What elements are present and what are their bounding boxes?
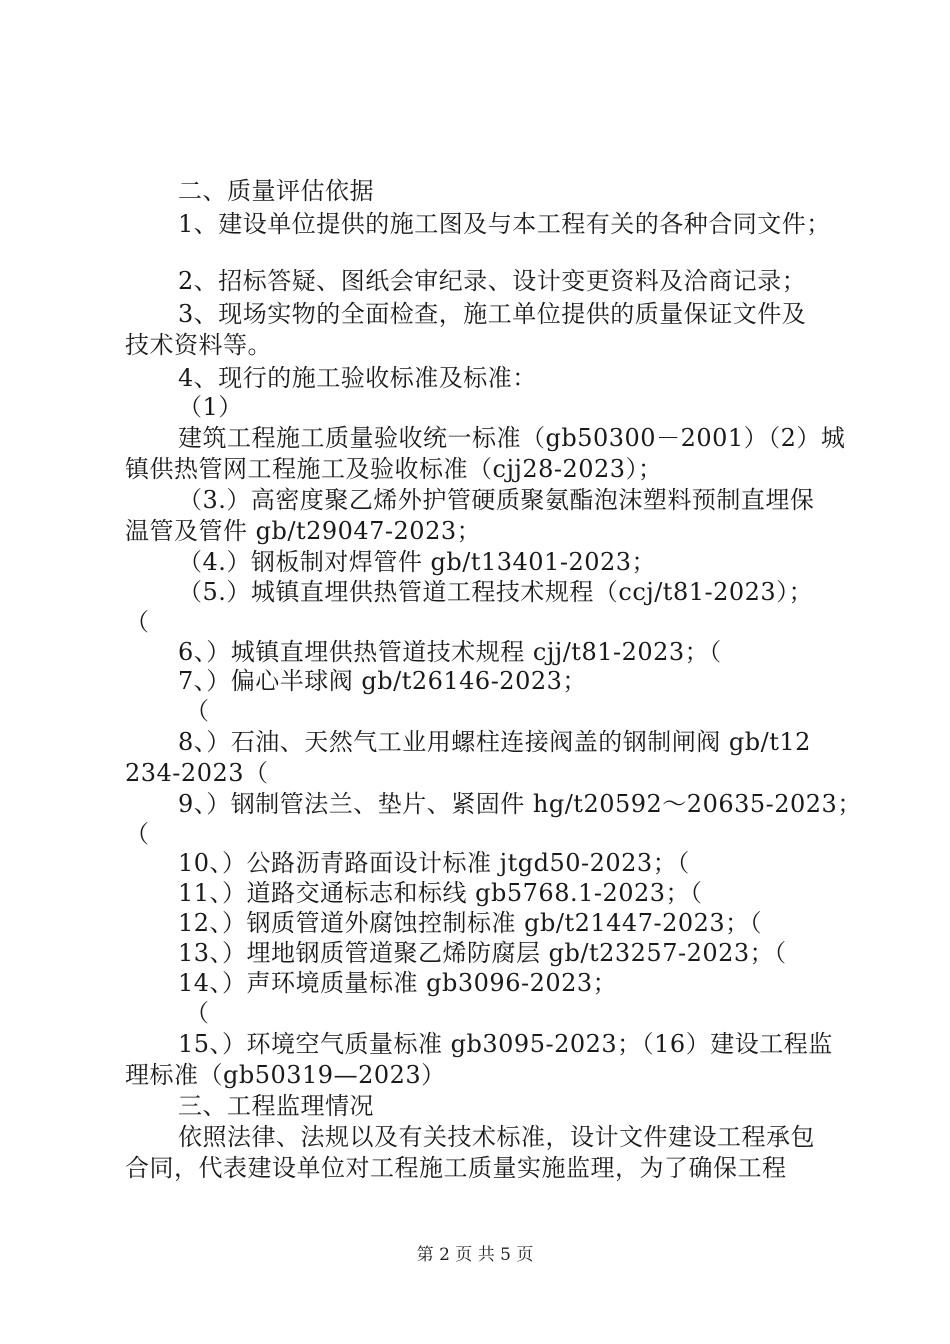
text-line: 10、）公路沥青路面设计标准 jtgd50-2023；（ bbox=[178, 849, 690, 877]
text-line: （ bbox=[125, 608, 150, 636]
text-line: 2、招标答疑、图纸会审纪录、设计变更资料及洽商记录； bbox=[178, 267, 807, 295]
text-line: 13、）埋地钢质管道聚乙烯防腐层 gb/t23257-2023；（ bbox=[178, 939, 787, 967]
text-line: 3、现场实物的全面检查，施工单位提供的质量保证文件及 bbox=[178, 300, 807, 328]
text-line: 镇供热管网工程施工及验收标准（cjj28-2023）； bbox=[125, 455, 663, 483]
text-line: 温管及管件 gb/t29047-2023； bbox=[125, 517, 482, 545]
text-line: （ bbox=[185, 697, 210, 725]
page-number-footer: 第 2 页 共 5 页 bbox=[416, 1245, 534, 1265]
text-line: 14、）声环境质量标准 gb3096-2023； bbox=[178, 969, 618, 997]
text-line: 12、）钢质管道外腐蚀控制标准 gb/t21447-2023；（ bbox=[178, 909, 763, 937]
text-line: （ bbox=[185, 999, 210, 1027]
text-line: 7、）偏心半球阀 gb/t26146-2023； bbox=[178, 667, 587, 695]
text-line: 11、）道路交通标志和标线 gb5768.1-2023；（ bbox=[178, 879, 703, 907]
text-line: 技术资料等。 bbox=[125, 331, 272, 359]
text-line: 合同，代表建设单位对工程施工质量实施监理，为了确保工程 bbox=[125, 1154, 787, 1182]
text-line: （1） bbox=[178, 393, 243, 421]
section-heading-3: 三、工程监理情况 bbox=[178, 1092, 374, 1120]
text-line: 15、）环境空气质量标准 gb3095-2023；（16）建设工程监 bbox=[178, 1030, 833, 1058]
text-line: （4.）钢板制对焊管件 gb/t13401-2023； bbox=[178, 548, 657, 576]
text-line: （3.）高密度聚乙烯外护管硬质聚氨酯泡沫塑料预制直埋保 bbox=[178, 486, 815, 514]
text-line: （ bbox=[125, 820, 150, 848]
text-line: 建筑工程施工质量验收统一标准（gb50300－2001）（2）城 bbox=[178, 424, 846, 452]
text-line: 234-2023（ bbox=[125, 759, 269, 787]
text-line: （5.）城镇直埋供热管道工程技术规程（ccj/t81-2023）； bbox=[178, 578, 814, 606]
text-line: 依照法律、法规以及有关技术标准，设计文件建设工程承包 bbox=[178, 1123, 815, 1151]
text-line: 8、）石油、天然气工业用螺柱连接阀盖的钢制闸阀 gb/t12 bbox=[178, 728, 811, 756]
section-heading-2: 二、质量评估依据 bbox=[178, 177, 374, 205]
text-line: 9、）钢制管法兰、垫片、紧固件 hg/t20592～20635-2023； bbox=[178, 790, 862, 818]
text-line: 1、建设单位提供的施工图及与本工程有关的各种合同文件； bbox=[178, 210, 831, 238]
text-line: 理标准（gb50319—2023） bbox=[125, 1061, 446, 1089]
text-line: 6、）城镇直埋供热管道技术规程 cjj/t81-2023；（ bbox=[178, 638, 722, 666]
text-line: 4、现行的施工验收标准及标准： bbox=[178, 364, 537, 392]
